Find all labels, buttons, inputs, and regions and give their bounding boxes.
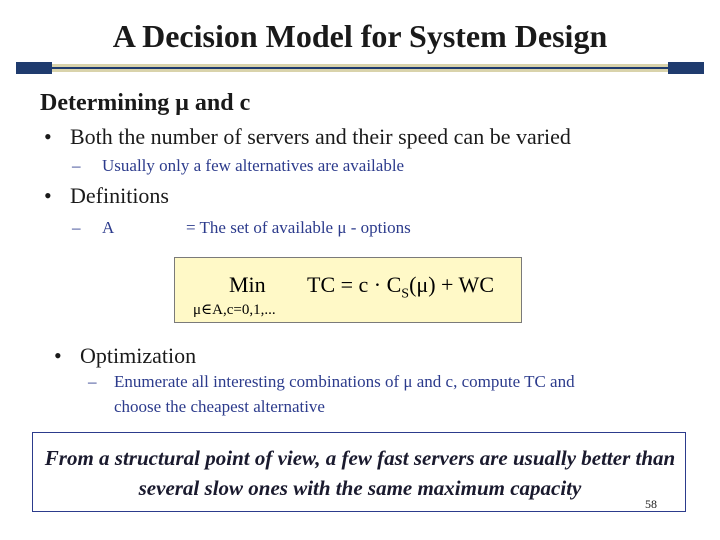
bullet-1-sub bbox=[72, 156, 404, 176]
bullet-3-sub-line1: Enumerate all interesting combinations of μ and c, compute TC and bbox=[114, 372, 575, 391]
dash-marker: – bbox=[88, 372, 97, 391]
bullet-1 bbox=[44, 124, 571, 150]
formula-expression bbox=[307, 272, 494, 302]
bullet-dot: • bbox=[54, 343, 62, 368]
definition-text: = The set of available μ - options bbox=[186, 218, 411, 237]
definition-term: A bbox=[102, 218, 115, 237]
formula-box bbox=[174, 257, 522, 323]
divider-center-rule bbox=[52, 67, 668, 69]
title-divider-bar bbox=[16, 62, 704, 74]
formula-constraint: μ∈A,c=0,1,... bbox=[193, 302, 276, 318]
formula-argument: (μ) + WC bbox=[409, 272, 494, 297]
section-heading: Determining μ and c bbox=[40, 90, 251, 116]
divider-left-block bbox=[16, 62, 52, 74]
dash-marker: – bbox=[72, 218, 81, 237]
bullet-2-text: Definitions bbox=[70, 183, 169, 208]
divider-right-block bbox=[668, 62, 704, 74]
bullet-1-sub-text: Usually only a few alternatives are available bbox=[102, 156, 405, 175]
bullet-1-text: Both the number of servers and their speed can be varied bbox=[70, 124, 571, 149]
bullet-2 bbox=[44, 183, 169, 209]
bullet-3-sub-line2: choose the cheapest alternative bbox=[114, 397, 325, 416]
page-number: 58 bbox=[645, 497, 657, 511]
bullet-3-sub bbox=[88, 372, 575, 392]
bullet-3 bbox=[54, 343, 196, 369]
bullet-3-text: Optimization bbox=[80, 343, 197, 368]
formula-operator: Min bbox=[229, 272, 266, 297]
slide-title: A Decision Model for System Design bbox=[112, 18, 608, 54]
summary-box bbox=[32, 432, 686, 512]
summary-text: From a structural point of view, a few fast servers are usually better than several slow ones with the same maximum capacity bbox=[44, 446, 676, 500]
formula-subscript: S bbox=[401, 286, 410, 302]
bullet-dot: • bbox=[44, 183, 52, 208]
formula-expression-main: TC = c · C bbox=[307, 272, 402, 297]
bullet-dot: • bbox=[44, 124, 52, 149]
bullet-2-sub bbox=[72, 218, 114, 238]
dash-marker: – bbox=[72, 156, 81, 175]
